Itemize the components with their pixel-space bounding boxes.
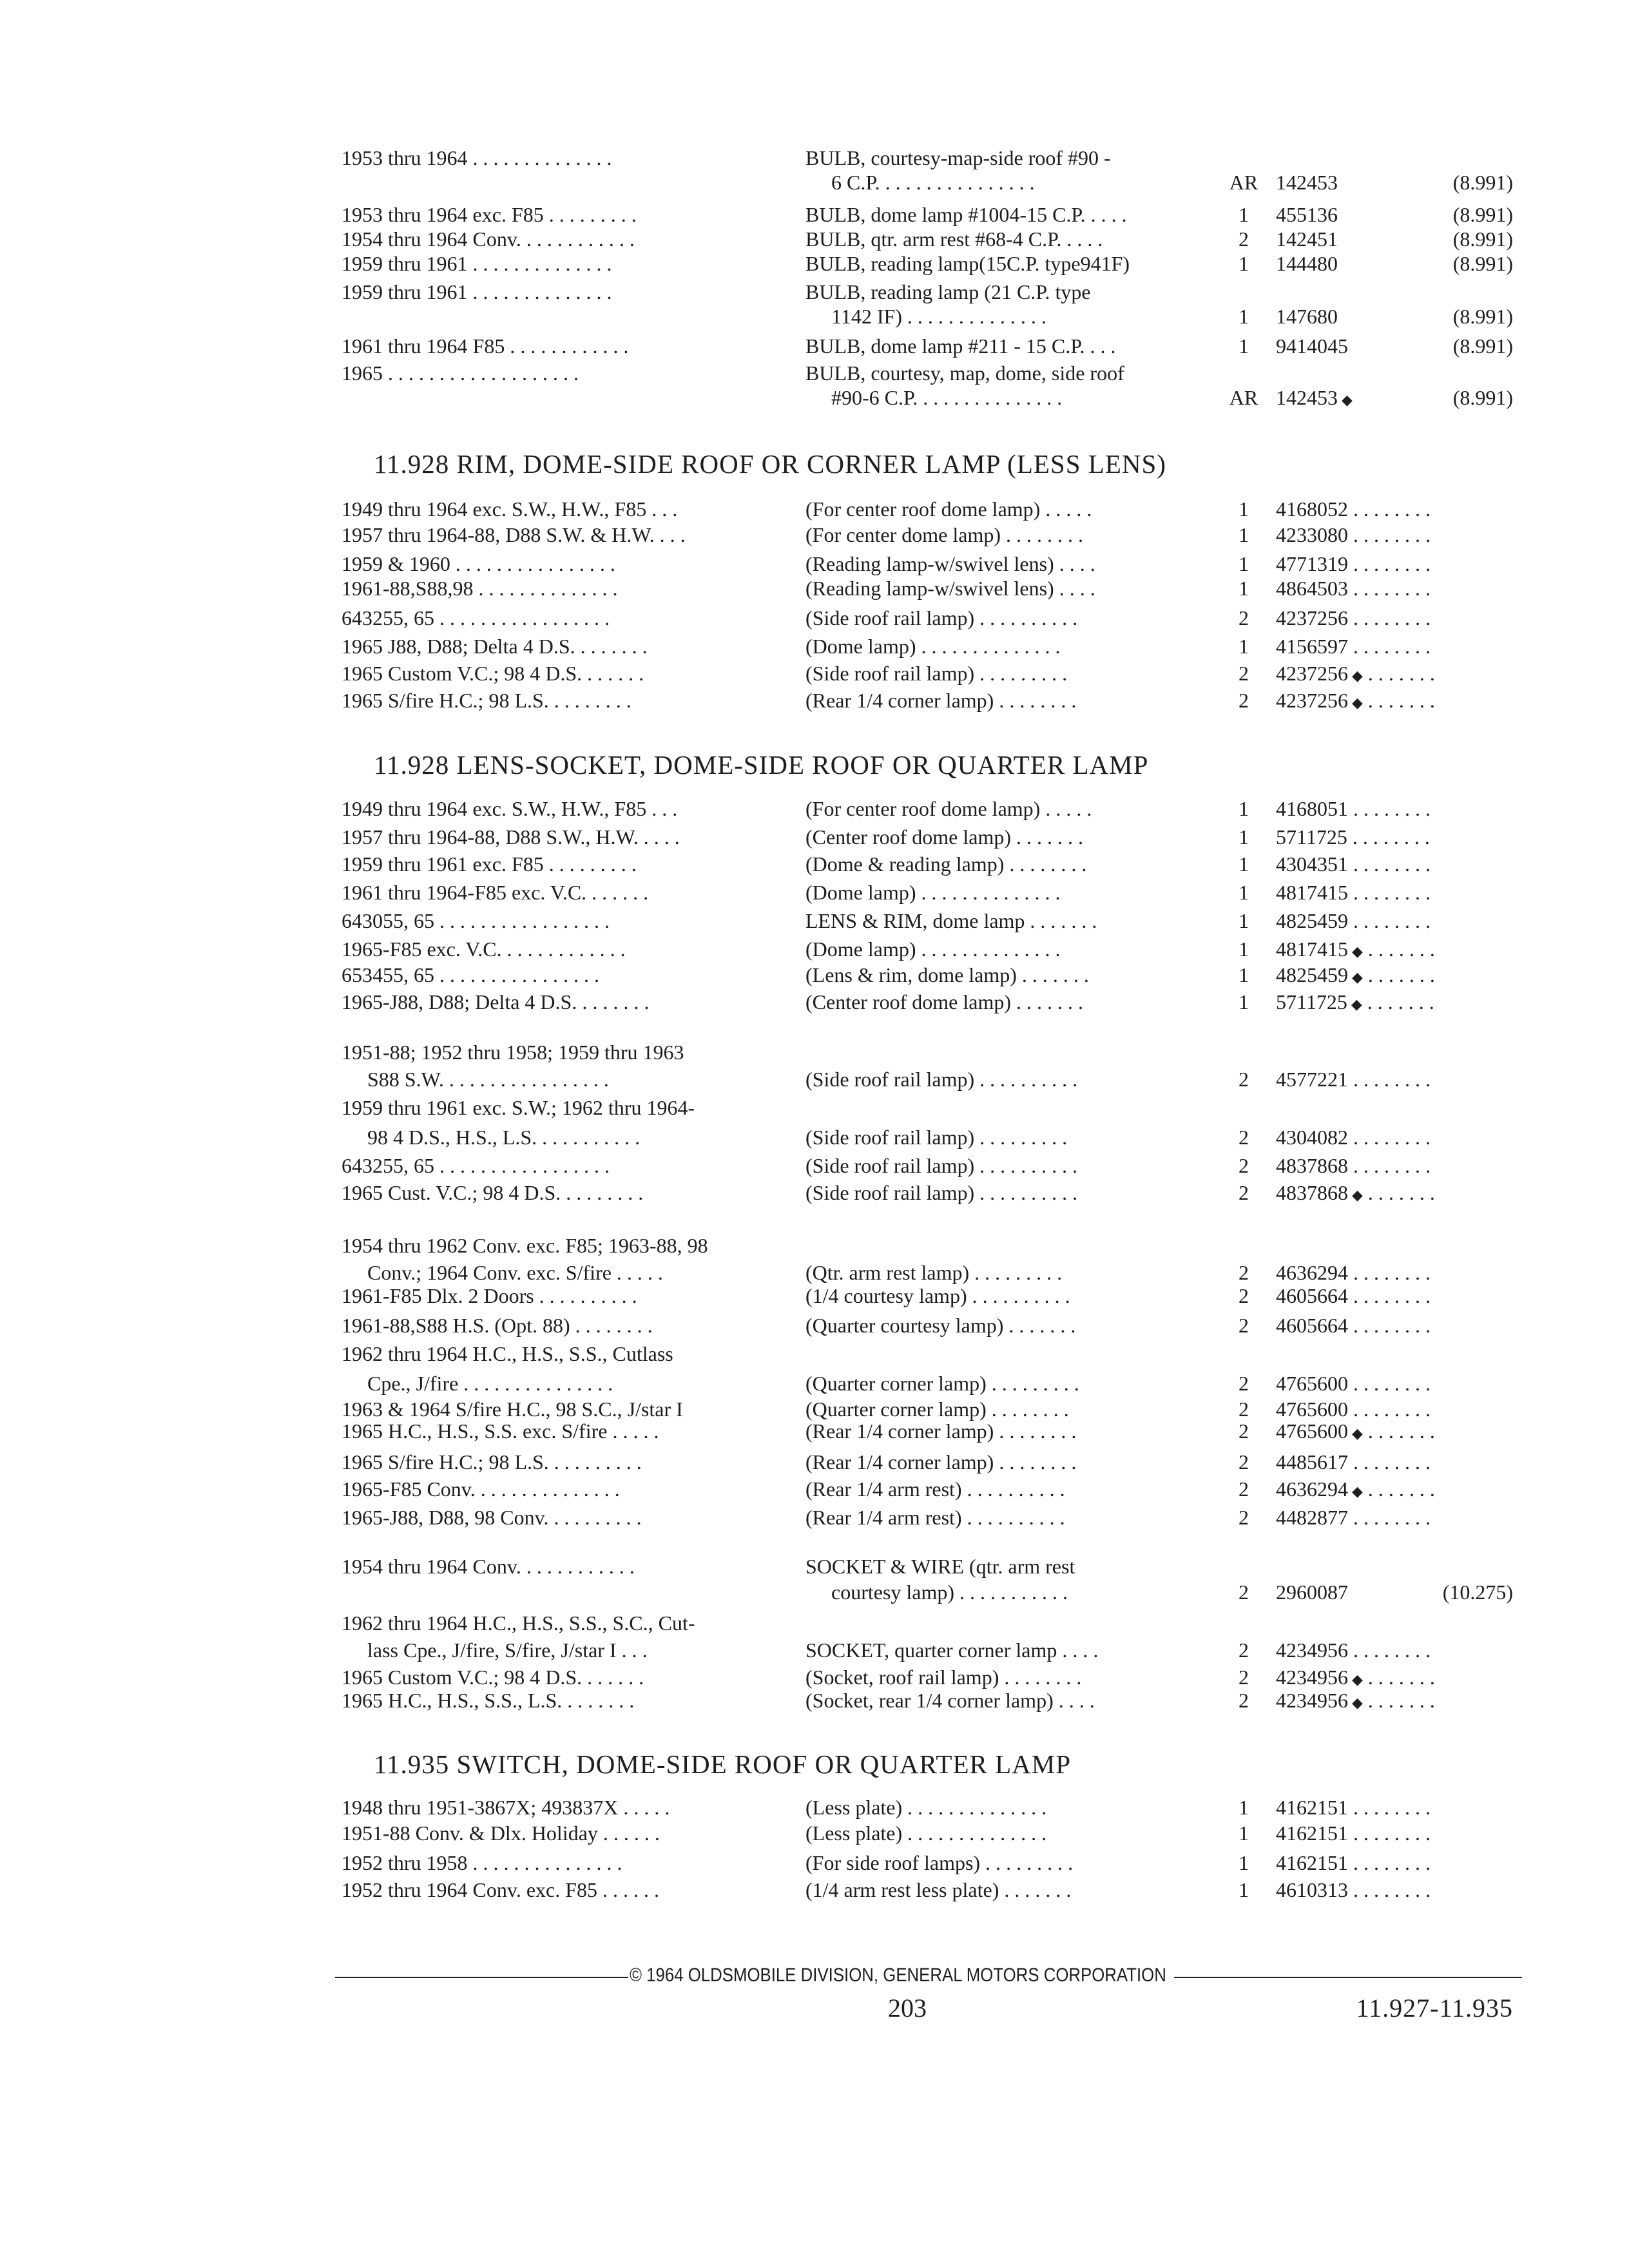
part-number: 2960087 xyxy=(1276,1581,1348,1604)
part-number-cell xyxy=(1276,1151,1431,1180)
model-year-cell: 1951-88; 1952 thru 1958; 1959 thru 1963 xyxy=(342,1041,684,1064)
group-reference-cell: (8.991) xyxy=(1452,227,1513,251)
leader-dots: . . . . . . . xyxy=(1362,662,1435,685)
model-year-cell: 1948 thru 1951-3867X; 493837X . . . . . xyxy=(342,1796,670,1819)
part-number: 4234956 xyxy=(1276,1689,1348,1712)
model-year-cell: 1965 J88, D88; Delta 4 D.S. . . . . . . . xyxy=(342,635,648,658)
model-year-cell: 1965-J88, D88; Delta 4 D.S. . . . . . . . xyxy=(342,990,650,1014)
description-cell: (For center roof dome lamp) . . . . . xyxy=(805,797,1092,820)
part-number: 4162151 . . . . . . . . xyxy=(1276,1796,1431,1819)
part-number: 4237256 xyxy=(1276,689,1348,712)
quantity-cell: 1 xyxy=(1239,523,1249,546)
copyright-notice: © 1964 OLDSMOBILE DIVISION, GENERAL MOTORS CORPORATION xyxy=(630,1965,1166,1986)
quantity-cell: 1 xyxy=(1239,552,1249,575)
quantity-cell: 2 xyxy=(1239,1477,1249,1501)
quantity-cell: 1 xyxy=(1239,963,1249,986)
description-cell: (Socket, roof rail lamp) . . . . . . . . xyxy=(805,1666,1082,1689)
part-number-cell xyxy=(1276,987,1434,1020)
model-year-cell: 98 4 D.S., H.S., L.S. . . . . . . . . . . xyxy=(367,1126,641,1149)
quantity-cell: 2 xyxy=(1239,1581,1249,1604)
part-number-cell xyxy=(1276,1875,1431,1905)
part-number: 4577221 . . . . . . . . xyxy=(1276,1068,1431,1091)
description-cell: (Side roof rail lamp) . . . . . . . . . . xyxy=(805,1068,1078,1091)
model-year-cell: 1965-J88, D88, 98 Conv. . . . . . . . . . xyxy=(342,1506,642,1529)
part-number: 9414045 xyxy=(1276,334,1348,358)
description-cell: (Rear 1/4 arm rest) . . . . . . . . . . xyxy=(805,1477,1065,1501)
model-year-cell: 1961-88,S88 H.S. (Opt. 88) . . . . . . . . xyxy=(342,1314,653,1337)
model-year-cell: 1962 thru 1964 H.C., H.S., S.S., Cutlass xyxy=(342,1342,673,1365)
part-number-cell xyxy=(1276,603,1431,633)
description-cell: (Less plate) . . . . . . . . . . . . . . xyxy=(805,1821,1047,1845)
description-cell: (Socket, rear 1/4 corner lamp) . . . . xyxy=(805,1689,1095,1712)
model-year-cell: 653455, 65 . . . . . . . . . . . . . . . . xyxy=(342,963,599,986)
model-year-cell: 1963 & 1964 S/fire H.C., 98 S.C., J/star I xyxy=(342,1398,683,1421)
description-cell: (Rear 1/4 corner lamp) . . . . . . . . xyxy=(805,689,1077,712)
model-year-cell: 1953 thru 1964 exc. F85 . . . . . . . . . xyxy=(342,203,637,226)
quantity-cell: 1 xyxy=(1239,1821,1249,1845)
part-number-cell xyxy=(1276,1311,1431,1340)
part-number: 4237256 . . . . . . . . xyxy=(1276,606,1431,629)
new-part-diamond-icon: ◆ xyxy=(1342,392,1353,408)
quantity-cell: 2 xyxy=(1239,1506,1249,1529)
part-number-cell xyxy=(1276,383,1418,416)
leader-dots: . . . . . . . xyxy=(1362,1419,1435,1443)
model-year-cell: 1965 Cust. V.C.; 98 4 D.S. . . . . . . . . xyxy=(342,1181,644,1204)
footer-rule-right xyxy=(1174,1977,1522,1978)
part-number: 4765600 xyxy=(1276,1419,1348,1443)
quantity-cell: 2 xyxy=(1239,1261,1249,1284)
model-year-cell: 1959 thru 1961 exc. S.W.; 1962 thru 1964- xyxy=(342,1096,695,1119)
part-number: 4765600 . . . . . . . . xyxy=(1276,1372,1431,1395)
quantity-cell: 1 xyxy=(1239,825,1249,849)
description-cell: (Quarter corner lamp) . . . . . . . . . xyxy=(805,1372,1079,1395)
model-year-cell: 1954 thru 1962 Conv. exc. F85; 1963-88, 98 xyxy=(342,1234,708,1257)
model-year-cell: 1959 & 1960 . . . . . . . . . . . . . . . . xyxy=(342,552,615,575)
part-number: 147680 xyxy=(1276,305,1338,328)
description-cell: BULB, courtesy, map, dome, side roof xyxy=(805,361,1124,385)
quantity-cell: 2 xyxy=(1239,1666,1249,1689)
quantity-cell: 2 xyxy=(1239,606,1249,629)
section-title: 11.928 LENS-SOCKET, DOME-SIDE ROOF OR QUARTER LAMP xyxy=(374,750,1149,780)
description-cell: (1/4 courtesy lamp) . . . . . . . . . . xyxy=(805,1284,1070,1307)
part-number: 4610313 . . . . . . . . xyxy=(1276,1878,1431,1901)
section-title: 11.928 RIM, DOME-SIDE ROOF OR CORNER LAMP (LESS LENS) xyxy=(374,449,1166,479)
description-cell: BULB, reading lamp (21 C.P. type xyxy=(805,280,1091,303)
part-number-cell xyxy=(1276,249,1418,278)
model-year-cell: 1957 thru 1964-88, D88 S.W., H.W. . . . . xyxy=(342,825,680,849)
quantity-cell: 2 xyxy=(1239,1284,1249,1307)
description-cell: (Reading lamp-w/swivel lens) . . . . xyxy=(805,577,1095,600)
model-year-cell: Cpe., J/fire . . . . . . . . . . . . . . . xyxy=(367,1372,613,1395)
quantity-cell: 2 xyxy=(1239,662,1249,685)
leader-dots: . . . . . . . xyxy=(1362,990,1434,1014)
model-year-cell: 643255, 65 . . . . . . . . . . . . . . . . . xyxy=(342,1154,610,1177)
model-year-cell: 1961-88,S88,98 . . . . . . . . . . . . . . xyxy=(342,577,618,600)
part-number: 144480 xyxy=(1276,252,1338,275)
part-number: 4825459 . . . . . . . . xyxy=(1276,909,1431,932)
group-reference-cell: (8.991) xyxy=(1452,386,1513,409)
description-cell: (Rear 1/4 corner lamp) . . . . . . . . xyxy=(805,1450,1077,1474)
description-cell: (For side roof lamps) . . . . . . . . . xyxy=(805,1851,1074,1874)
part-number: 5711725 . . . . . . . . xyxy=(1276,825,1430,849)
part-number-cell xyxy=(1276,1818,1431,1848)
part-number: 4636294 . . . . . . . . xyxy=(1276,1261,1431,1284)
model-year-cell: 1965 H.C., H.S., S.S. exc. S/fire . . . . . xyxy=(342,1419,659,1443)
quantity-cell: AR xyxy=(1229,386,1258,409)
description-cell: (Side roof rail lamp) . . . . . . . . . xyxy=(805,662,1068,685)
part-number: 4234956 xyxy=(1276,1666,1348,1689)
quantity-cell: 2 xyxy=(1239,1450,1249,1474)
part-number: 4771319 . . . . . . . . xyxy=(1276,552,1431,575)
part-number-cell xyxy=(1276,168,1418,197)
part-number-cell xyxy=(1276,573,1431,603)
part-number: 4825459 xyxy=(1276,963,1348,986)
model-year-cell: 643055, 65 . . . . . . . . . . . . . . . . . xyxy=(342,909,610,932)
model-year-cell: 1952 thru 1964 Conv. exc. F85 . . . . . . xyxy=(342,1878,660,1901)
model-year-cell: S88 S.W. . . . . . . . . . . . . . . . . xyxy=(367,1068,609,1091)
model-year-cell: 1965 S/fire H.C.; 98 L.S. . . . . . . . . xyxy=(342,689,631,712)
description-cell: (Rear 1/4 corner lamp) . . . . . . . . xyxy=(805,1419,1077,1443)
part-number-cell xyxy=(1276,1416,1435,1449)
leader-dots: . . . . . . . xyxy=(1362,1689,1435,1712)
quantity-cell: 1 xyxy=(1239,1851,1249,1874)
new-part-diamond-icon: ◆ xyxy=(1352,1484,1363,1500)
part-number-cell xyxy=(1276,878,1431,907)
part-number-cell xyxy=(1276,1635,1431,1665)
model-year-cell: 1965 S/fire H.C.; 98 L.S. . . . . . . . . . xyxy=(342,1450,642,1474)
part-number-cell xyxy=(1276,302,1418,331)
quantity-cell: 1 xyxy=(1239,1796,1249,1819)
description-cell: LENS & RIM, dome lamp . . . . . . . xyxy=(805,909,1097,932)
quantity-cell: 1 xyxy=(1239,937,1249,961)
part-number: 142451 xyxy=(1276,227,1338,251)
model-year-cell: 1959 thru 1961 . . . . . . . . . . . . . . xyxy=(342,280,612,303)
group-reference-cell: (8.991) xyxy=(1452,334,1513,358)
page-number: 203 xyxy=(888,1994,927,2023)
group-reference-cell: (10.275) xyxy=(1442,1581,1513,1604)
part-number-cell xyxy=(1276,1281,1431,1311)
description-cell: BULB, courtesy-map-side roof #90 - xyxy=(805,146,1111,169)
part-number: 4304351 . . . . . . . . xyxy=(1276,852,1431,876)
part-number-cell xyxy=(1276,1064,1431,1094)
part-number-cell xyxy=(1276,1503,1431,1532)
part-number-cell xyxy=(1276,1848,1431,1878)
description-cell: (Side roof rail lamp) . . . . . . . . . xyxy=(805,1126,1068,1149)
quantity-cell: 2 xyxy=(1239,1314,1249,1337)
model-year-cell: lass Cpe., J/fire, S/fire, J/star I . . . xyxy=(367,1639,648,1662)
new-part-diamond-icon: ◆ xyxy=(1352,970,1363,986)
model-year-cell: 1951-88 Conv. & Dlx. Holiday . . . . . . xyxy=(342,1821,660,1845)
quantity-cell: 2 xyxy=(1239,1689,1249,1712)
part-number-cell xyxy=(1276,1178,1435,1211)
part-number: 4605664 . . . . . . . . xyxy=(1276,1284,1431,1307)
model-year-cell: 1965-F85 exc. V.C. . . . . . . . . . . . . xyxy=(342,937,626,961)
part-number: 4237256 xyxy=(1276,662,1348,685)
part-number: 4837868 xyxy=(1276,1181,1348,1204)
description-cell: BULB, dome lamp #1004-15 C.P. . . . . xyxy=(805,203,1127,226)
part-number: 4817415 . . . . . . . . xyxy=(1276,881,1431,904)
model-year-cell: 1965 . . . . . . . . . . . . . . . . . . . xyxy=(342,361,579,385)
model-year-cell: 1959 thru 1961 exc. F85 . . . . . . . . . xyxy=(342,852,637,876)
description-cell: (Quarter corner lamp) . . . . . . . . xyxy=(805,1398,1069,1421)
part-number-cell xyxy=(1276,1686,1435,1718)
model-year-cell: 1957 thru 1964-88, D88 S.W. & H.W. . . . xyxy=(342,523,686,546)
quantity-cell: 2 xyxy=(1239,1372,1249,1395)
group-reference-cell: (8.991) xyxy=(1452,203,1513,226)
description-cell: (Qtr. arm rest lamp) . . . . . . . . . xyxy=(805,1261,1063,1284)
part-number: 4304082 . . . . . . . . xyxy=(1276,1126,1431,1149)
description-cell: (Center roof dome lamp) . . . . . . . xyxy=(805,825,1083,849)
part-number: 4162151 . . . . . . . . xyxy=(1276,1821,1431,1845)
quantity-cell: 2 xyxy=(1239,1068,1249,1091)
quantity-cell: 1 xyxy=(1239,1878,1249,1901)
description-cell: (Rear 1/4 arm rest) . . . . . . . . . . xyxy=(805,1506,1065,1529)
quantity-cell: 1 xyxy=(1239,797,1249,820)
quantity-cell: 1 xyxy=(1239,305,1249,328)
part-number-cell xyxy=(1276,1577,1418,1607)
description-cell: (For center dome lamp) . . . . . . . . xyxy=(805,523,1083,546)
description-cell: (1/4 arm rest less plate) . . . . . . . xyxy=(805,1878,1072,1901)
part-number-cell xyxy=(1276,520,1431,550)
model-year-cell: 1953 thru 1964 . . . . . . . . . . . . . . xyxy=(342,146,612,169)
quantity-cell: 2 xyxy=(1239,1398,1249,1421)
part-number-cell xyxy=(1276,331,1418,361)
leader-dots: . . . . . . . xyxy=(1362,1666,1435,1689)
model-year-cell: 1954 thru 1964 Conv. . . . . . . . . . . . xyxy=(342,227,635,251)
quantity-cell: 1 xyxy=(1239,252,1249,275)
description-cell: (For center roof dome lamp) . . . . . xyxy=(805,497,1092,521)
part-number-cell xyxy=(1276,822,1430,852)
description-cell: (Side roof rail lamp) . . . . . . . . . . xyxy=(805,1181,1078,1204)
description-cell: (Dome lamp) . . . . . . . . . . . . . . xyxy=(805,881,1061,904)
part-number: 4233080 . . . . . . . . xyxy=(1276,523,1431,546)
new-part-diamond-icon: ◆ xyxy=(1352,944,1363,960)
quantity-cell: 1 xyxy=(1239,881,1249,904)
part-number-cell xyxy=(1276,1122,1431,1152)
description-cell: (Dome lamp) . . . . . . . . . . . . . . xyxy=(805,937,1061,961)
quantity-cell: 1 xyxy=(1239,334,1249,358)
model-year-cell: 1961-F85 Dlx. 2 Doors . . . . . . . . . . xyxy=(342,1284,637,1307)
quantity-cell: 2 xyxy=(1239,1126,1249,1149)
quantity-cell: 1 xyxy=(1239,990,1249,1014)
quantity-cell: 2 xyxy=(1239,689,1249,712)
quantity-cell: AR xyxy=(1229,171,1258,194)
model-year-cell: 1965 H.C., H.S., S.S., L.S. . . . . . . . xyxy=(342,1689,635,1712)
model-year-cell: 1959 thru 1961 . . . . . . . . . . . . . . xyxy=(342,252,612,275)
description-cell: 1142 IF) . . . . . . . . . . . . . . xyxy=(831,305,1046,328)
part-number-cell xyxy=(1276,906,1431,936)
model-year-cell: Conv.; 1964 Conv. exc. S/fire . . . . . xyxy=(367,1261,663,1284)
new-part-diamond-icon: ◆ xyxy=(1352,1672,1363,1688)
description-cell: SOCKET, quarter corner lamp . . . . xyxy=(805,1639,1099,1662)
group-reference-cell: (8.991) xyxy=(1452,171,1513,194)
part-number-cell xyxy=(1276,686,1435,718)
description-cell: (Quarter courtesy lamp) . . . . . . . xyxy=(805,1314,1076,1337)
leader-dots: . . . . . . . xyxy=(1362,937,1435,961)
description-cell: SOCKET & WIRE (qtr. arm rest xyxy=(805,1555,1075,1578)
part-number: 4864503 . . . . . . . . xyxy=(1276,577,1431,600)
description-cell: (Side roof rail lamp) . . . . . . . . . . xyxy=(805,606,1078,629)
section-range: 11.927-11.935 xyxy=(1356,1994,1513,2023)
part-number: 4485617 . . . . . . . . xyxy=(1276,1450,1431,1474)
part-number: 142453 xyxy=(1276,386,1338,409)
new-part-diamond-icon: ◆ xyxy=(1352,1695,1363,1711)
description-cell: (Reading lamp-w/swivel lens) . . . . xyxy=(805,552,1095,575)
part-number: 4168052 . . . . . . . . xyxy=(1276,497,1431,521)
group-reference-cell: (8.991) xyxy=(1452,305,1513,328)
quantity-cell: 1 xyxy=(1239,852,1249,876)
new-part-diamond-icon: ◆ xyxy=(1352,1187,1363,1204)
description-cell: (Side roof rail lamp) . . . . . . . . . . xyxy=(805,1154,1078,1177)
description-cell: (Dome & reading lamp) . . . . . . . . xyxy=(805,852,1087,876)
quantity-cell: 1 xyxy=(1239,497,1249,521)
part-number: 4156597 . . . . . . . . xyxy=(1276,635,1431,658)
model-year-cell: 1965 Custom V.C.; 98 4 D.S. . . . . . . xyxy=(342,1666,644,1689)
description-cell: courtesy lamp) . . . . . . . . . . . xyxy=(831,1581,1068,1604)
quantity-cell: 2 xyxy=(1239,1181,1249,1204)
description-cell: (Center roof dome lamp) . . . . . . . xyxy=(805,990,1083,1014)
model-year-cell: 1954 thru 1964 Conv. . . . . . . . . . . . xyxy=(342,1555,635,1578)
quantity-cell: 1 xyxy=(1239,635,1249,658)
model-year-cell: 1965 Custom V.C.; 98 4 D.S. . . . . . . xyxy=(342,662,644,685)
model-year-cell: 1949 thru 1964 exc. S.W., H.W., F85 . . . xyxy=(342,497,678,521)
part-number: 4482877 . . . . . . . . xyxy=(1276,1506,1431,1529)
model-year-cell: 643255, 65 . . . . . . . . . . . . . . . . . xyxy=(342,606,610,629)
leader-dots: . . . . . . . xyxy=(1362,1477,1435,1501)
new-part-diamond-icon: ◆ xyxy=(1352,1426,1363,1442)
new-part-diamond-icon: ◆ xyxy=(1351,997,1362,1013)
quantity-cell: 2 xyxy=(1239,1154,1249,1177)
quantity-cell: 1 xyxy=(1239,577,1249,600)
leader-dots: . . . . . . . xyxy=(1362,689,1435,712)
part-number: 4605664 . . . . . . . . xyxy=(1276,1314,1431,1337)
part-number-cell xyxy=(1276,794,1431,823)
model-year-cell: 1965-F85 Conv. . . . . . . . . . . . . . . xyxy=(342,1477,620,1501)
part-number: 455136 xyxy=(1276,203,1338,226)
part-number: 4837868 . . . . . . . . xyxy=(1276,1154,1431,1177)
part-number: 4162151 . . . . . . . . xyxy=(1276,1851,1431,1874)
model-year-cell: 1949 thru 1964 exc. S.W., H.W., F85 . . . xyxy=(342,797,678,820)
model-year-cell: 1961 thru 1964-F85 exc. V.C. . . . . . . xyxy=(342,881,649,904)
description-cell: #90-6 C.P. . . . . . . . . . . . . . . xyxy=(831,386,1063,409)
part-number: 4817415 xyxy=(1276,937,1348,961)
quantity-cell: 2 xyxy=(1239,1639,1249,1662)
description-cell: (Lens & rim, dome lamp) . . . . . . . xyxy=(805,963,1089,986)
model-year-cell: 1952 thru 1958 . . . . . . . . . . . . . . . xyxy=(342,1851,622,1874)
leader-dots: . . . . . . . xyxy=(1362,1181,1435,1204)
description-cell: (Less plate) . . . . . . . . . . . . . . xyxy=(805,1796,1047,1819)
part-number: 5711725 xyxy=(1276,990,1347,1014)
part-number-cell xyxy=(1276,631,1431,661)
model-year-cell: 1961 thru 1964 F85 . . . . . . . . . . . . xyxy=(342,334,629,358)
section-title: 11.935 SWITCH, DOME-SIDE ROOF OR QUARTER LAMP xyxy=(374,1749,1071,1779)
part-number-cell xyxy=(1276,1447,1431,1477)
part-number: 4168051 . . . . . . . . xyxy=(1276,797,1431,820)
model-year-cell: 1962 thru 1964 H.C., H.S., S.S., S.C., Cut- xyxy=(342,1611,695,1635)
part-number: 4636294 xyxy=(1276,1477,1348,1501)
quantity-cell: 2 xyxy=(1239,227,1249,251)
quantity-cell: 2 xyxy=(1239,1419,1249,1443)
description-cell: BULB, reading lamp(15C.P. type941F) xyxy=(805,252,1130,275)
description-cell: BULB, dome lamp #211 - 15 C.P. . . . xyxy=(805,334,1116,358)
description-cell: (Dome lamp) . . . . . . . . . . . . . . xyxy=(805,635,1061,658)
description-cell: BULB, qtr. arm rest #68-4 C.P. . . . . xyxy=(805,227,1103,251)
new-part-diamond-icon: ◆ xyxy=(1352,668,1363,684)
new-part-diamond-icon: ◆ xyxy=(1352,695,1363,711)
quantity-cell: 1 xyxy=(1239,909,1249,932)
group-reference-cell: (8.991) xyxy=(1452,252,1513,275)
part-number: 142453 xyxy=(1276,171,1338,194)
footer-rule-left xyxy=(335,1977,628,1978)
part-number: 4765600 . . . . . . . . xyxy=(1276,1398,1431,1421)
part-number: 4234956 . . . . . . . . xyxy=(1276,1639,1431,1662)
leader-dots: . . . . . . . xyxy=(1362,963,1435,986)
description-cell: 6 C.P. . . . . . . . . . . . . . . . xyxy=(831,171,1035,194)
part-number-cell xyxy=(1276,849,1431,879)
quantity-cell: 1 xyxy=(1239,203,1249,226)
